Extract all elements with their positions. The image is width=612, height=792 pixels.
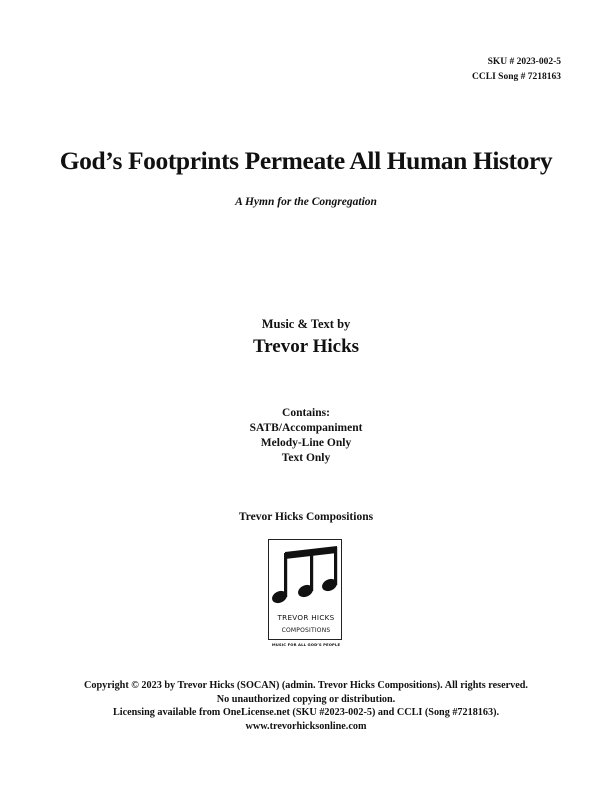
restriction-line: No unauthorized copying or distribution. <box>216 693 396 705</box>
publisher-name: Trevor Hicks Compositions <box>238 511 374 523</box>
music-notes-icon <box>266 538 346 613</box>
contents-item: SATB/Accompaniment <box>249 422 363 434</box>
publisher-logo <box>266 538 346 651</box>
copyright-notice <box>0 679 612 733</box>
credits-label: Music & Text by <box>261 317 351 331</box>
sku-block <box>472 55 561 85</box>
copyright-line: Copyright © 2023 by Trevor Hicks (SOCAN) (admin. Trevor Hicks Compositions). All rights reserved. <box>84 680 528 691</box>
logo-tagline: MUSIC FOR ALL GOD’S PEOPLE <box>271 642 341 647</box>
contents-item: Text Only <box>281 452 331 464</box>
licensing-line: Licensing available from OneLicense.net (SKU #2023-002-5) and CCLI (Song #7218163). <box>112 707 500 718</box>
composer-name: Trevor Hicks <box>252 336 360 357</box>
page-title: God’s Footprints Permeate All Human History <box>59 146 553 175</box>
ccli-number: CCLI Song # 7218163 <box>472 72 561 82</box>
subtitle: A Hymn for the Congregation <box>235 196 377 208</box>
contents-heading: Contains: <box>282 407 330 419</box>
contents-list <box>0 406 612 466</box>
logo-text-line2: COMPOSITIONS <box>281 627 331 634</box>
sku-number: SKU # 2023-002-5 <box>487 57 561 67</box>
contents-item: Melody-Line Only <box>260 437 352 449</box>
logo-text-line1: TREVOR HICKS <box>277 613 335 622</box>
website-link[interactable]: www.trevorhicksonline.com <box>245 720 367 732</box>
